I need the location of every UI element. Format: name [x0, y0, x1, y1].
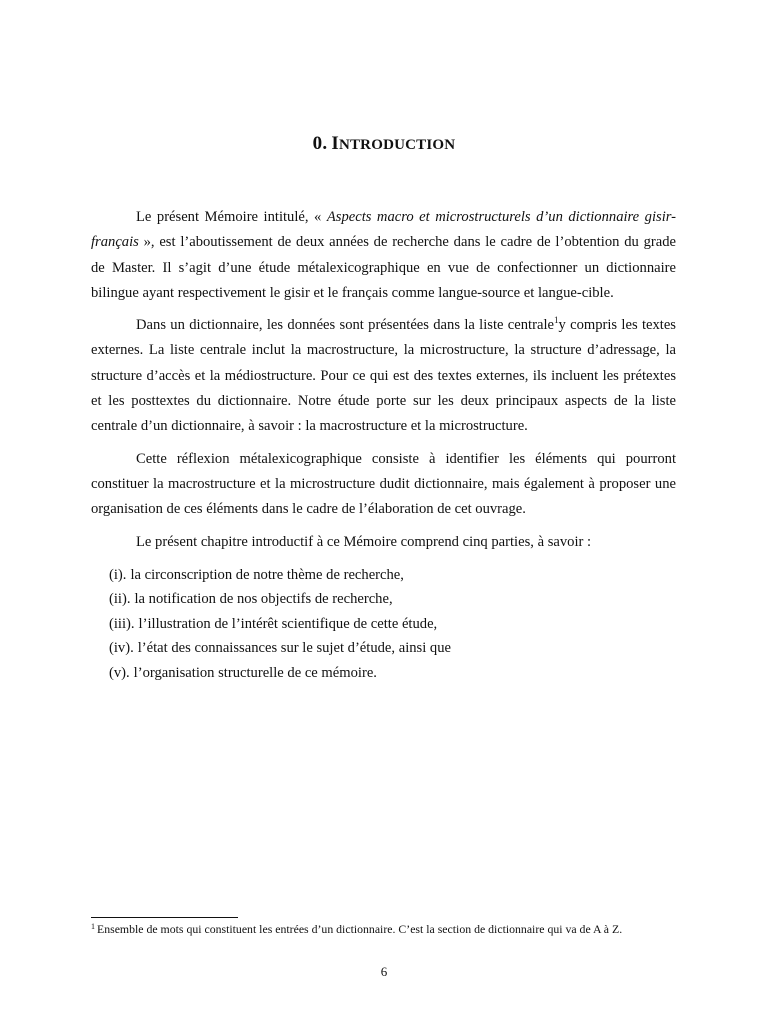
- footnote: [91, 922, 691, 937]
- footnote-number: 1: [91, 922, 95, 931]
- paragraph-2-rest: y compris les textes externes. La liste centrale inclut la macrostructure, la microstructure, la structure d’adressage, la structure d’accès et la médiostructure. Pour ce qui est des textes externes, ils incluent les prétextes et les posttextes du dictionnaire. Notre étude porte sur les deux principaux aspects de la liste centrale d’un dictionnaire, à savoir : la macrostructure et la microstructure.: [91, 317, 676, 435]
- list-item-text: l’état des connaissances sur le sujet d’étude, ainsi que: [137, 640, 451, 657]
- paragraph-3: Cette réflexion métalexicographique consiste à identifier les éléments qui pourront constituer la macrostructure et la microstructure dudit dictionnaire, mais également à proposer une organisation de ces éléments dans le cadre de l’élaboration de cet ouvrage.: [91, 450, 676, 518]
- list-item-marker: (ii).: [109, 591, 131, 608]
- paragraph-1: [91, 205, 676, 306]
- footnote-text: Ensemble de mots qui constituent les entrées d’un dictionnaire. C’est la section de dictionnaire qui va de A à Z.: [97, 922, 623, 936]
- chapter-heading: [0, 133, 768, 155]
- chapter-title-initial: I: [331, 133, 339, 154]
- page-number: 6: [380, 964, 388, 979]
- paragraph-1-rest: », est l’aboutissement de deux années de recherche dans le cadre de l’obtention du grade de Master. Il s’agit d’une étude métalexicographique en vue de confectionner un dictionnaire bilingue ayant respectivement le gisir et le français comme langue-source et langue-cible.: [91, 234, 676, 301]
- list-item-marker: (iii).: [109, 615, 135, 632]
- list-item-marker: (iv).: [109, 640, 134, 657]
- paragraph-2: [91, 313, 676, 439]
- memoir-title: Aspects macro et microstructurels d’un dictionnaire gisir-français: [91, 209, 676, 251]
- footnote-reference[interactable]: 1: [553, 315, 559, 326]
- footnote-separator: [91, 917, 238, 918]
- list-item: [91, 563, 676, 588]
- list-item-text: l’illustration de l’intérêt scientifique de cette étude,: [138, 615, 438, 632]
- list-item-marker: (v).: [109, 664, 130, 681]
- list-item: [91, 612, 676, 637]
- list-item-text: l’organisation structurelle de ce mémoire.: [133, 664, 377, 681]
- body-text: [91, 205, 676, 685]
- paragraph-2-start: Dans un dictionnaire, les données sont présentées dans la liste centrale: [136, 317, 554, 334]
- list-item: [91, 587, 676, 612]
- list-item-text: la circonscription de notre thème de recherche,: [130, 566, 404, 583]
- paragraph-4: Le présent chapitre introductif à ce Mémoire comprend cinq parties, à savoir :: [136, 533, 592, 550]
- chapter-number: 0.: [312, 133, 328, 154]
- list-item-marker: (i).: [109, 566, 127, 583]
- list-item: [91, 636, 676, 661]
- chapter-title-rest: NTRODUCTION: [338, 137, 456, 153]
- paragraph-1-intro: Le présent Mémoire intitulé, «: [136, 209, 327, 225]
- chapter-parts-list: [91, 563, 676, 686]
- list-item-text: la notification de nos objectifs de recherche,: [134, 591, 393, 608]
- list-item: [91, 661, 676, 686]
